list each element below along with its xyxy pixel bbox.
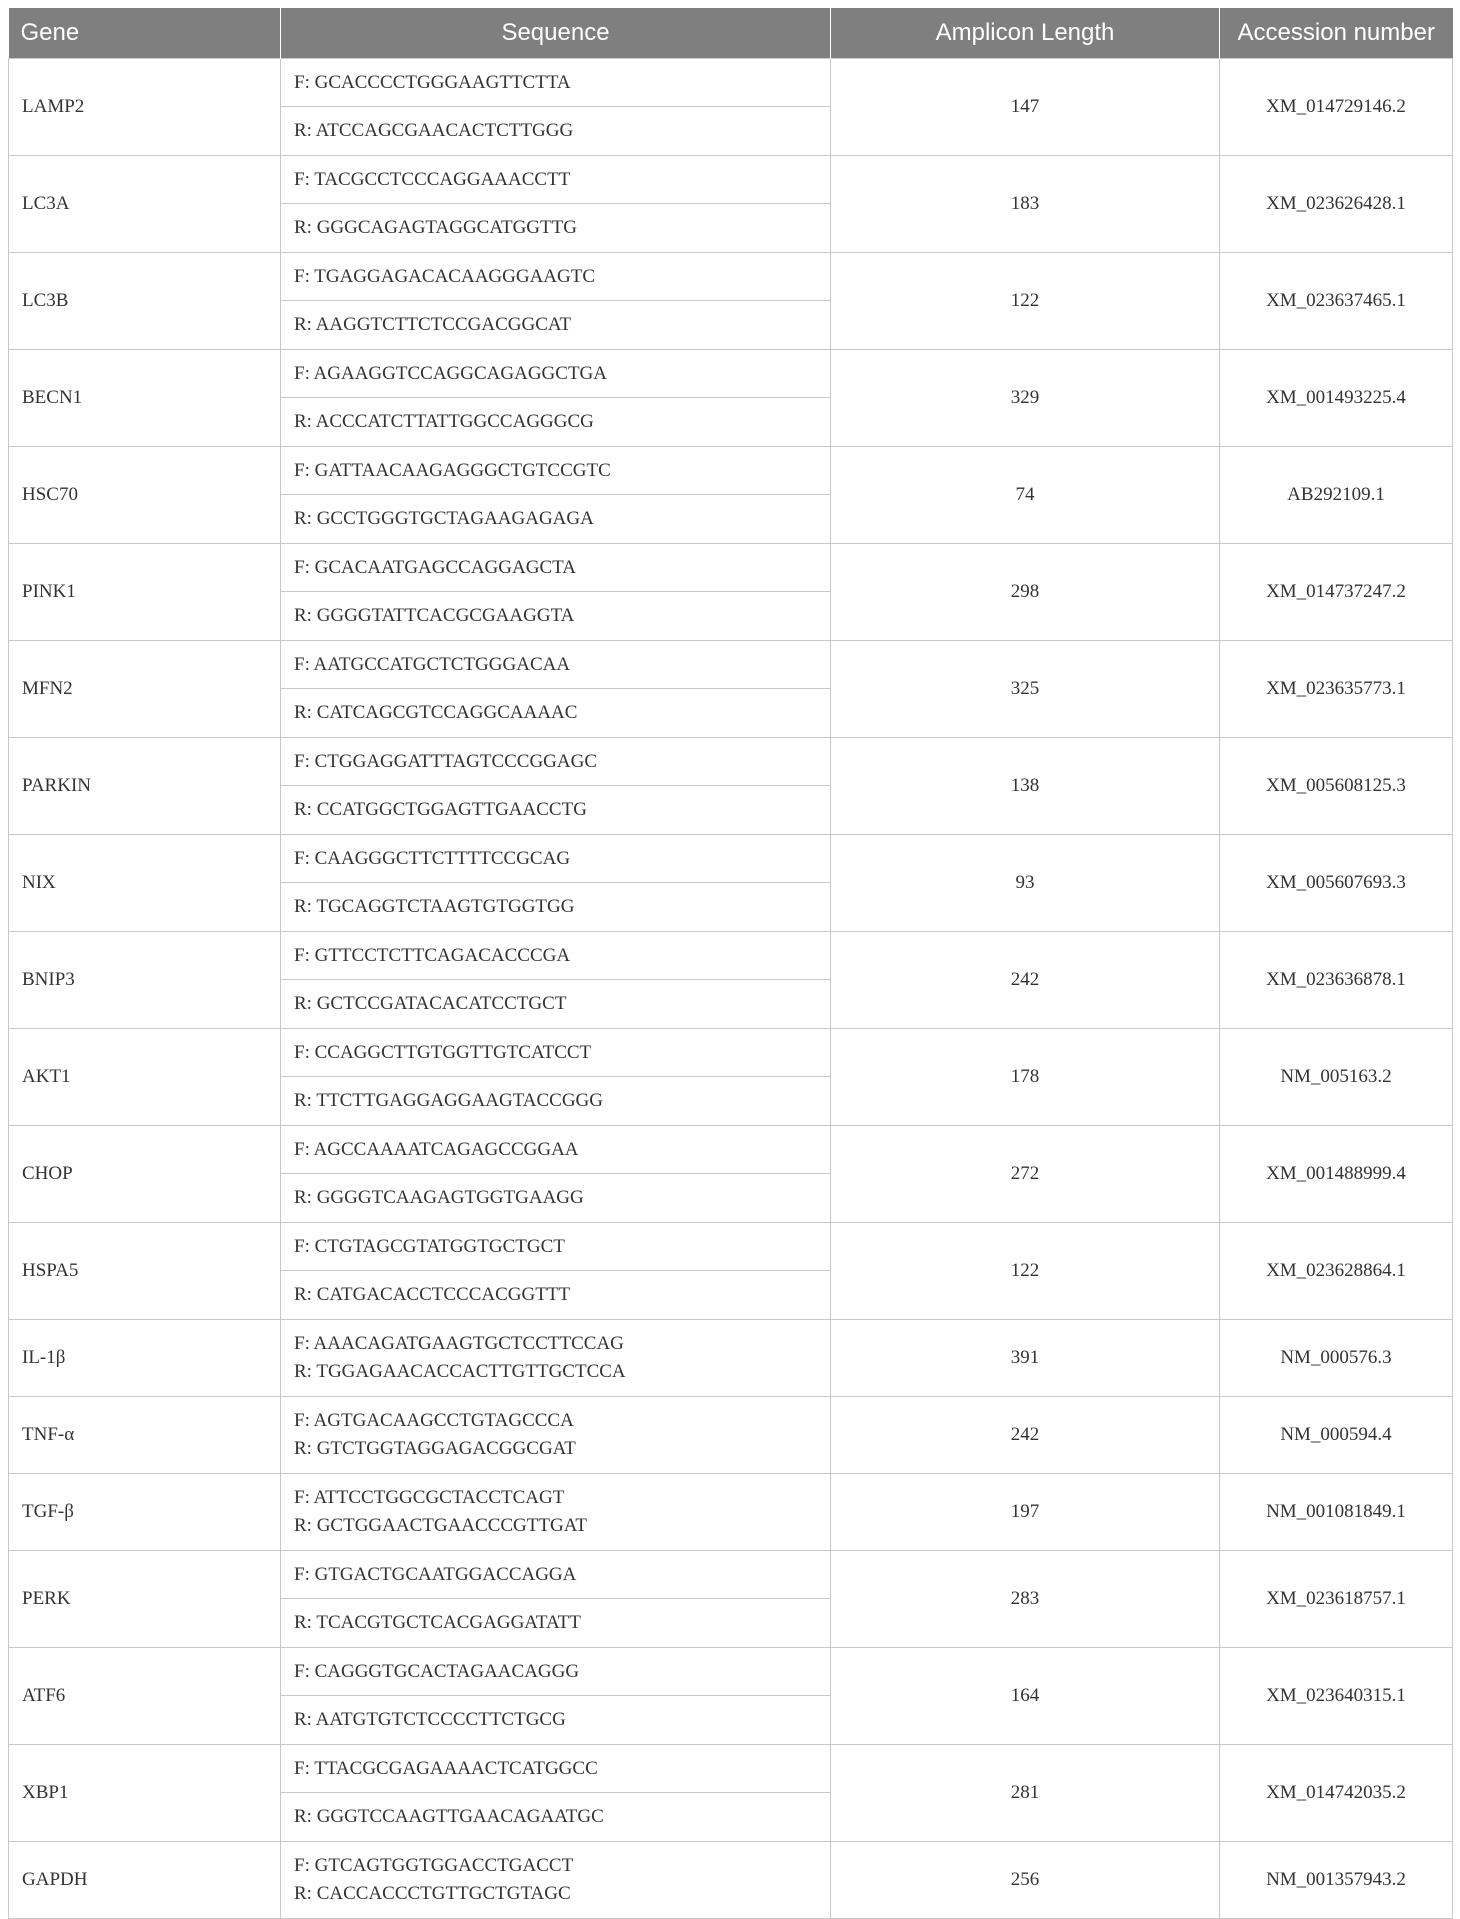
reverse-primer-cell: R: CATCAGCGTCCAGGCAAAAC	[281, 689, 831, 738]
table-row	[9, 1320, 1453, 1397]
accession-cell: XM_014737247.2	[1220, 544, 1453, 641]
table-row	[9, 1842, 1453, 1919]
accession-cell: NM_001357943.2	[1220, 1842, 1453, 1919]
gene-cell: LC3A	[9, 156, 281, 253]
accession-cell: NM_005163.2	[1220, 1029, 1453, 1126]
accession-cell: XM_023626428.1	[1220, 156, 1453, 253]
amplicon-length-cell: 74	[831, 447, 1220, 544]
amplicon-length-cell: 325	[831, 641, 1220, 738]
accession-cell: XM_023640315.1	[1220, 1648, 1453, 1745]
reverse-primer: R: GCTGGAACTGAACCCGTTGAT	[294, 1515, 587, 1536]
accession-cell: XM_001493225.4	[1220, 350, 1453, 447]
gene-cell: PARKIN	[9, 738, 281, 835]
forward-primer: F: ATTCCTGGCGCTACCTCAGT	[294, 1487, 565, 1508]
reverse-primer-cell: R: CATGACACCTCCCACGGTTT	[281, 1271, 831, 1320]
table-row	[9, 641, 1453, 689]
table-row	[9, 447, 1453, 495]
header-accession-number: Accession number	[1220, 8, 1453, 59]
reverse-primer-cell: R: ACCCATCTTATTGGCCAGGGCG	[281, 398, 831, 447]
accession-cell: AB292109.1	[1220, 447, 1453, 544]
reverse-primer-cell: R: GCCTGGGTGCTAGAAGAGAGA	[281, 495, 831, 544]
table-body	[9, 59, 1453, 1919]
gene-cell: NIX	[9, 835, 281, 932]
gene-cell: LC3B	[9, 253, 281, 350]
table-row	[9, 1126, 1453, 1174]
gene-cell: XBP1	[9, 1745, 281, 1842]
gene-cell: LAMP2	[9, 59, 281, 156]
amplicon-length-cell: 283	[831, 1551, 1220, 1648]
reverse-primer: R: CACCACCCTGTTGCTGTAGC	[294, 1883, 571, 1904]
sequence-cell	[281, 1842, 831, 1919]
table-row	[9, 835, 1453, 883]
forward-primer-cell: F: GATTAACAAGAGGGCTGTCCGTC	[281, 447, 831, 495]
reverse-primer-cell: R: TTCTTGAGGAGGAAGTACCGGG	[281, 1077, 831, 1126]
amplicon-length-cell: 93	[831, 835, 1220, 932]
table-row	[9, 1397, 1453, 1474]
accession-cell: XM_001488999.4	[1220, 1126, 1453, 1223]
header-amplicon-length: Amplicon Length	[831, 8, 1220, 59]
forward-primer-cell: F: CCAGGCTTGTGGTTGTCATCCT	[281, 1029, 831, 1077]
table-row	[9, 1648, 1453, 1696]
reverse-primer-cell: R: TCACGTGCTCACGAGGATATT	[281, 1599, 831, 1648]
gene-cell: GAPDH	[9, 1842, 281, 1919]
forward-primer: F: AAACAGATGAAGTGCTCCTTCCAG	[294, 1333, 624, 1354]
amplicon-length-cell: 164	[831, 1648, 1220, 1745]
accession-cell: NM_000594.4	[1220, 1397, 1453, 1474]
gene-cell: TGF-β	[9, 1474, 281, 1551]
table-row	[9, 544, 1453, 592]
accession-cell: XM_023635773.1	[1220, 641, 1453, 738]
amplicon-length-cell: 178	[831, 1029, 1220, 1126]
accession-cell: XM_014742035.2	[1220, 1745, 1453, 1842]
forward-primer-cell: F: AATGCCATGCTCTGGGACAA	[281, 641, 831, 689]
forward-primer-cell: F: GCACCCCTGGGAAGTTCTTA	[281, 59, 831, 107]
gene-cell: HSC70	[9, 447, 281, 544]
reverse-primer-cell: R: GGGTCCAAGTTGAACAGAATGC	[281, 1793, 831, 1842]
sequence-cell	[281, 1397, 831, 1474]
reverse-primer-cell: R: AAGGTCTTCTCCGACGGCAT	[281, 301, 831, 350]
table-header	[9, 8, 1453, 59]
table-row	[9, 1745, 1453, 1793]
gene-cell: HSPA5	[9, 1223, 281, 1320]
reverse-primer-cell: R: GGGGTATTCACGCGAAGGTA	[281, 592, 831, 641]
reverse-primer-cell: R: ATCCAGCGAACACTCTTGGG	[281, 107, 831, 156]
reverse-primer-cell: R: GGGCAGAGTAGGCATGGTTG	[281, 204, 831, 253]
table-row	[9, 738, 1453, 786]
forward-primer-cell: F: AGAAGGTCCAGGCAGAGGCTGA	[281, 350, 831, 398]
accession-cell: XM_023618757.1	[1220, 1551, 1453, 1648]
forward-primer-cell: F: TGAGGAGACACAAGGGAAGTC	[281, 253, 831, 301]
reverse-primer-cell: R: CCATGGCTGGAGTTGAACCTG	[281, 786, 831, 835]
forward-primer-cell: F: CTGTAGCGTATGGTGCTGCT	[281, 1223, 831, 1271]
gene-cell: ATF6	[9, 1648, 281, 1745]
table-row	[9, 1223, 1453, 1271]
table-row	[9, 350, 1453, 398]
accession-cell: XM_023636878.1	[1220, 932, 1453, 1029]
amplicon-length-cell: 147	[831, 59, 1220, 156]
amplicon-length-cell: 197	[831, 1474, 1220, 1551]
reverse-primer-cell: R: GGGGTCAAGAGTGGTGAAGG	[281, 1174, 831, 1223]
header-sequence: Sequence	[281, 8, 831, 59]
accession-cell: XM_023637465.1	[1220, 253, 1453, 350]
sequence-cell	[281, 1320, 831, 1397]
reverse-primer-cell: R: AATGTGTCTCCCCTTCTGCG	[281, 1696, 831, 1745]
amplicon-length-cell: 122	[831, 1223, 1220, 1320]
forward-primer-cell: F: GTGACTGCAATGGACCAGGA	[281, 1551, 831, 1599]
amplicon-length-cell: 183	[831, 156, 1220, 253]
accession-cell: XM_014729146.2	[1220, 59, 1453, 156]
forward-primer: F: AGTGACAAGCCTGTAGCCCA	[294, 1410, 574, 1431]
forward-primer-cell: F: TACGCCTCCCAGGAAACCTT	[281, 156, 831, 204]
forward-primer-cell: F: GTTCCTCTTCAGACACCCGA	[281, 932, 831, 980]
amplicon-length-cell: 272	[831, 1126, 1220, 1223]
forward-primer-cell: F: GCACAATGAGCCAGGAGCTA	[281, 544, 831, 592]
amplicon-length-cell: 242	[831, 1397, 1220, 1474]
table-row	[9, 932, 1453, 980]
table-row	[9, 156, 1453, 204]
amplicon-length-cell: 138	[831, 738, 1220, 835]
amplicon-length-cell: 122	[831, 253, 1220, 350]
accession-cell: NM_000576.3	[1220, 1320, 1453, 1397]
forward-primer-cell: F: CTGGAGGATTTAGTCCCGGAGC	[281, 738, 831, 786]
amplicon-length-cell: 298	[831, 544, 1220, 641]
table-row	[9, 253, 1453, 301]
amplicon-length-cell: 281	[831, 1745, 1220, 1842]
forward-primer-cell: F: TTACGCGAGAAAACTCATGGCC	[281, 1745, 831, 1793]
gene-cell: CHOP	[9, 1126, 281, 1223]
sequence-cell	[281, 1474, 831, 1551]
amplicon-length-cell: 391	[831, 1320, 1220, 1397]
gene-cell: MFN2	[9, 641, 281, 738]
reverse-primer-cell: R: GCTCCGATACACATCCTGCT	[281, 980, 831, 1029]
reverse-primer: R: TGGAGAACACCACTTGTTGCTCCA	[294, 1361, 626, 1382]
table-row	[9, 1474, 1453, 1551]
gene-cell: AKT1	[9, 1029, 281, 1126]
accession-cell: XM_023628864.1	[1220, 1223, 1453, 1320]
gene-cell: IL-1β	[9, 1320, 281, 1397]
primer-table	[8, 8, 1453, 1919]
forward-primer-cell: F: CAAGGGCTTCTTTTCCGCAG	[281, 835, 831, 883]
table-row	[9, 59, 1453, 107]
amplicon-length-cell: 256	[831, 1842, 1220, 1919]
forward-primer-cell: F: CAGGGTGCACTAGAACAGGG	[281, 1648, 831, 1696]
table-row	[9, 1029, 1453, 1077]
header-row	[9, 8, 1453, 59]
gene-cell: BECN1	[9, 350, 281, 447]
accession-cell: NM_001081849.1	[1220, 1474, 1453, 1551]
accession-cell: XM_005608125.3	[1220, 738, 1453, 835]
amplicon-length-cell: 329	[831, 350, 1220, 447]
forward-primer-cell: F: AGCCAAAATCAGAGCCGGAA	[281, 1126, 831, 1174]
amplicon-length-cell: 242	[831, 932, 1220, 1029]
forward-primer: F: GTCAGTGGTGGACCTGACCT	[294, 1855, 574, 1876]
gene-cell: PINK1	[9, 544, 281, 641]
header-gene: Gene	[9, 8, 281, 59]
reverse-primer: R: GTCTGGTAGGAGACGGCGAT	[294, 1438, 576, 1459]
gene-cell: TNF-α	[9, 1397, 281, 1474]
gene-cell: BNIP3	[9, 932, 281, 1029]
table-row	[9, 1551, 1453, 1599]
gene-cell: PERK	[9, 1551, 281, 1648]
reverse-primer-cell: R: TGCAGGTCTAAGTGTGGTGG	[281, 883, 831, 932]
accession-cell: XM_005607693.3	[1220, 835, 1453, 932]
